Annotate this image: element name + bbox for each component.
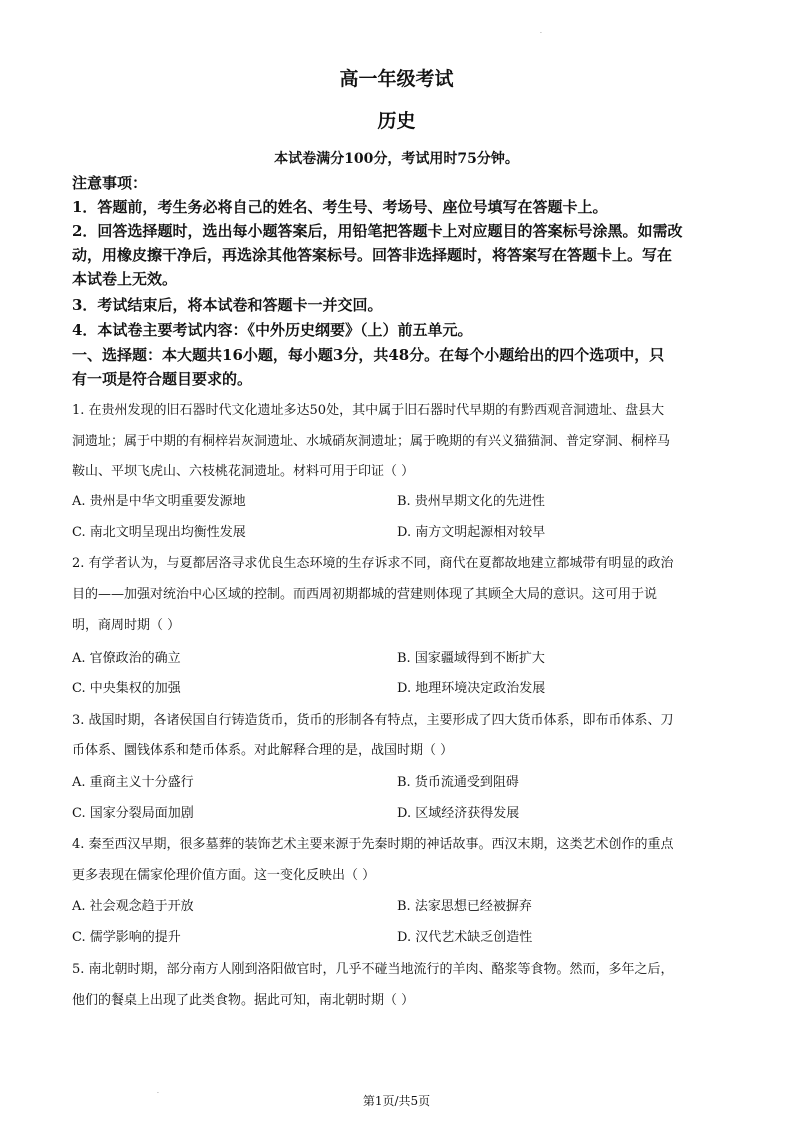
question-text: 4. 秦至西汉早期，很多墓葬的装饰艺术主要来源于先秦时期的神话故事。西汉末期，这类艺术创作的重点 [72,837,674,852]
question-text: 1. 在贵州发现的旧石器时代文化遗址多达50处，其中属于旧石器时代早期的有黔西观音洞遗址、盘县大 [72,403,665,418]
option-b: B. 国家疆域得到不断扩大 [397,651,545,666]
question-text: 币体系、圜钱体系和楚币体系。对此解释合理的是，战国时期（ ） [72,743,454,758]
option-d: D. 地理环境决定政治发展 [397,681,546,696]
option-a: A. 社会观念趋于开放 [72,899,194,914]
option-d: D. 汉代艺术缺乏创造性 [397,930,533,945]
option-b: B. 贵州早期文化的先进性 [397,494,545,509]
option-d: D. 区域经济获得发展 [397,806,520,821]
exam-title: 高一年级考试 [339,68,454,90]
question-text: 2. 有学者认为，与夏都居洛寻求优良生态环境的生存诉求不同，商代在夏都故地建立都城带有明显的政治 [72,556,674,571]
option-b: B. 法家思想已经被摒弃 [397,899,532,914]
option-a: A. 重商主义十分盛行 [72,775,194,790]
top-mark: . [540,28,542,35]
note-line: 本试卷上无效。 [72,270,178,288]
question-text: 5. 南北朝时期，部分南方人刚到洛阳做官时，几乎不碰当地流行的羊肉、酪浆等食物。然而，多年之后， [72,962,674,977]
question-text: 更多表现在儒家伦理价值方面。这一变化反映出（ ） [72,868,376,883]
question-text: 他们的餐桌上出现了此类食物。据此可知，南北朝时期（ ） [72,993,415,1008]
option-c: C. 国家分裂局面加剧 [72,806,194,821]
exam-subtitle: 本试卷满分100分，考试用时75分钟。 [274,151,519,167]
note-line: 2．回答选择题时，选出每小题答案后，用铅笔把答题卡上对应题目的答案标号涂黑。如需改 [72,222,683,240]
option-b: B. 货币流通受到阻碍 [397,775,519,790]
option-d: D. 南方文明起源相对较早 [397,525,546,540]
option-c: C. 南北文明呈现出均衡性发展 [72,525,246,540]
section-heading: 一、选择题：本大题共16小题，每小题3分，共48分。在每个小题给出的四个选项中，只 [72,346,665,364]
option-a: A. 官僚政治的确立 [72,651,181,666]
question-text: 目的——加强对统治中心区域的控制。而西周初期都城的营建则体现了其顾全大局的意识。这可用于说 [72,587,658,602]
note-line: 动，用橡皮擦干净后，再选涂其他答案标号。回答非选择题时，将答案写在答题卡上。写在 [72,246,673,264]
section-heading: 有一项是符合题目要求的。 [72,370,253,388]
question-text: 洞遗址；属于中期的有桐梓岩灰洞遗址、水城硝灰洞遗址；属于晚期的有兴义猫猫洞、普定穿洞、桐梓马 [72,434,671,449]
page-number: 第1页/共5页 [362,1094,431,1108]
footer-mark: . [157,1088,159,1095]
note-line: 1．答题前，考生务必将自己的姓名、考生号、考场号、座位号填写在答题卡上。 [72,198,608,216]
question-text: 鞍山、平坝飞虎山、六枝桃花洞遗址。材料可用于印证（ ） [72,464,415,479]
option-c: C. 中央集权的加强 [72,681,181,696]
question-text: 明，商周时期（ ） [72,618,181,633]
option-c: C. 儒学影响的提升 [72,930,181,945]
option-a: A. 贵州是中华文明重要发源地 [72,494,246,509]
note-line: 4．本试卷主要考试内容：《中外历史纲要》（上）前五单元。 [72,321,473,339]
notes-heading: 注意事项： [72,174,148,192]
subject-title: 历史 [377,110,416,132]
note-line: 3．考试结束后，将本试卷和答题卡一并交回。 [72,296,383,314]
question-text: 3. 战国时期，各诸侯国自行铸造货币，货币的形制各有特点，主要形成了四大货币体系，即布币体系、刀 [72,713,674,728]
